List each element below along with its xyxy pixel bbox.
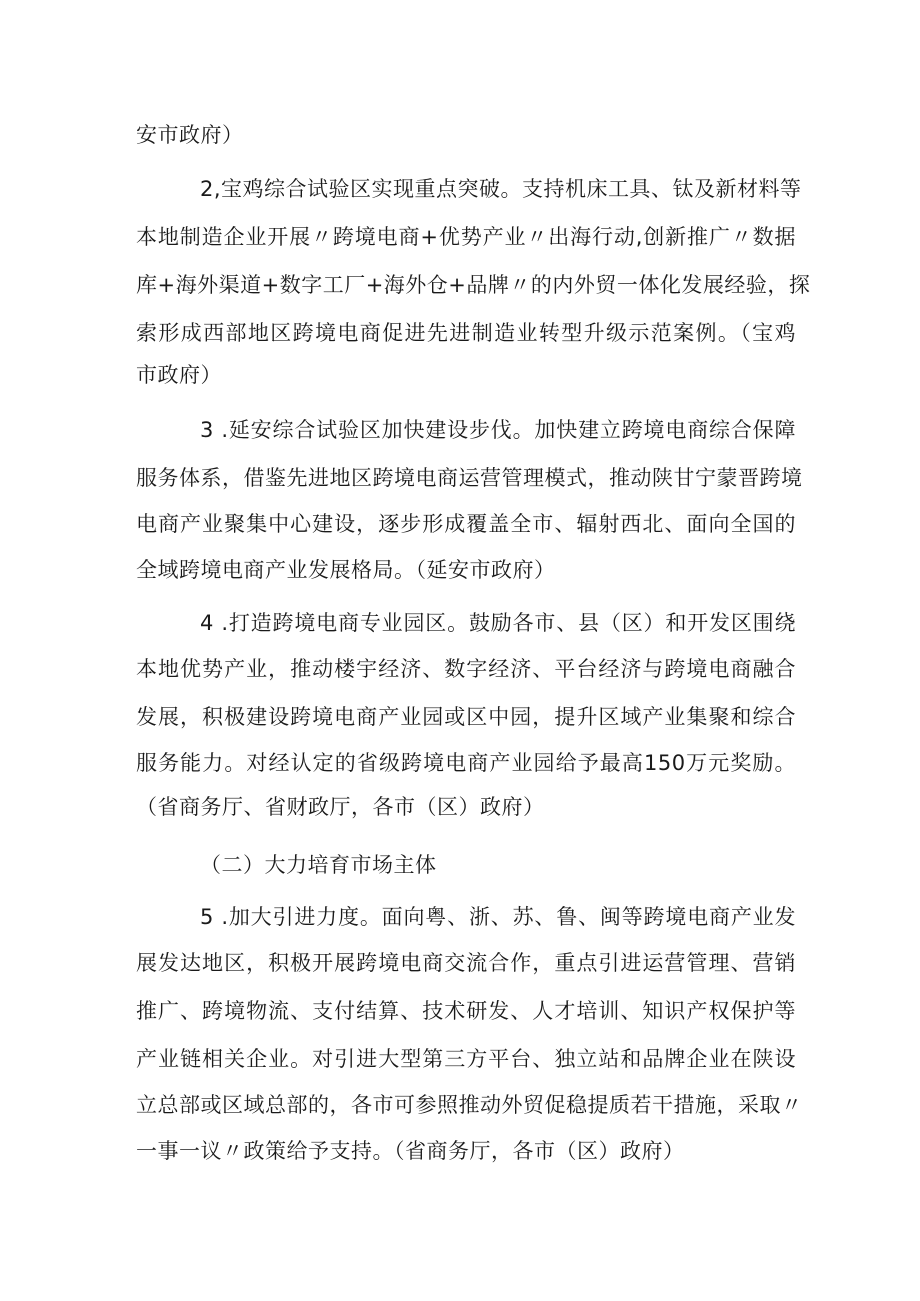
paragraph-5-line-3: 推广、跨境物流、支付结算、技术研发、人才培训、知识产权保护等: [136, 999, 796, 1023]
paragraph-4-line-2: 本地优势产业，推动楼宇经济、数字经济、平台经济与跨境电商融合: [136, 657, 796, 681]
paragraph-5-line-4: 产业链相关企业。对引进大型第三方平台、独立站和品牌企业在陕设: [136, 1047, 796, 1071]
paragraph-4-line-4: 服务能力。对经认定的省级跨境电商产业园给予最高150万元奖励。: [136, 751, 796, 775]
paragraph-2-line-1: 2,宝鸡综合试验区实现重点突破。支持机床工具、钛及新材料等: [200, 177, 802, 201]
paragraph-5-line-5: 立总部或区域总部的，各市可参照推动外贸促稳提质若干措施，采取〃: [136, 1093, 803, 1117]
paragraph-2-line-4: 索形成西部地区跨境电商促进先进制造业转型升级示范案例。（宝鸡: [136, 321, 796, 345]
paragraph-4-line-5: （省商务厅、省财政厅，各市（区）政府）: [136, 795, 545, 819]
paragraph-1-line-1: 安市政府）: [136, 123, 244, 147]
paragraph-2-line-2: 本地制造企业开展〃跨境电商+优势产业〃出海行动,创新推广〃数据: [136, 225, 796, 249]
paragraph-5-line-1: 5 .加大引进力度。面向粤、浙、苏、鲁、闽等跨境电商产业发: [200, 905, 796, 929]
paragraph-2-line-3: 库+海外渠道+数字工厂+海外仓+品牌〃的内外贸一体化发展经验，探: [136, 273, 811, 297]
paragraph-4-line-1: 4 .打造跨境电商专业园区。鼓励各市、县（区）和开发区围绕: [200, 611, 796, 635]
paragraph-5-line-2: 展发达地区，积极开展跨境电商交流合作，重点引进运营管理、营销: [136, 951, 796, 975]
paragraph-3-line-3: 电商产业聚集中心建设，逐步形成覆盖全市、辐射西北、面向全国的: [136, 512, 796, 536]
section-heading: （二）大力培育市场主体: [200, 853, 437, 877]
paragraph-4-line-3: 发展，积极建设跨境电商产业园或区中园，提升区域产业集聚和综合: [136, 705, 796, 729]
paragraph-3-line-1: 3 .延安综合试验区加快建设步伐。加快建立跨境电商综合保障: [200, 418, 796, 442]
paragraph-3-line-2: 服务体系，借鉴先进地区跨境电商运营管理模式，推动陕甘宁蒙晋跨境: [136, 466, 803, 490]
paragraph-5-line-6: 一事一议〃政策给予支持。（省商务厅，各市（区）政府）: [136, 1139, 685, 1163]
paragraph-2-line-5: 市政府）: [136, 363, 222, 387]
paragraph-3-line-4: 全域跨境电商产业发展格局。（延安市政府）: [136, 558, 556, 582]
